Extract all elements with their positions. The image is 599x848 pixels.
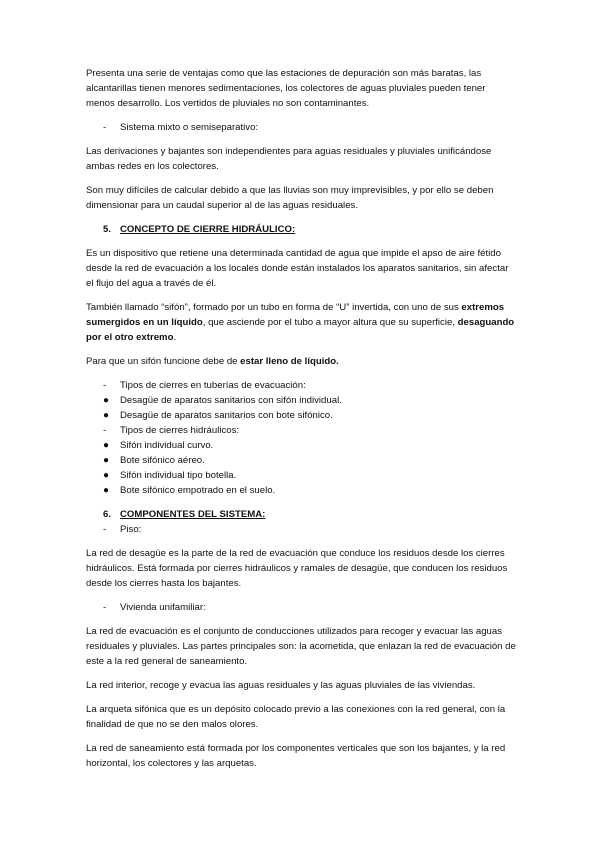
list-item-text: Bote sifónico empotrado en el suelo. [120, 485, 276, 496]
bold-text-run: desaguando por el otro extremo [86, 317, 515, 343]
section-title: COMPONENTES DEL SISTEMA: [120, 509, 266, 520]
dash-item-text: Piso: [120, 524, 142, 535]
bullet-icon: ● [103, 440, 110, 451]
list-marker: - [103, 425, 107, 436]
list-item-text: Sifón individual curvo. [120, 440, 214, 451]
cierre-types-list [86, 378, 516, 498]
list-item [86, 393, 516, 408]
text-run: Para que un sifón funcione debe de [86, 356, 241, 367]
paragraph-with-emphasis [86, 300, 516, 345]
section-heading-5 [86, 222, 516, 237]
list-item-text: Bote sifónico aéreo. [120, 455, 205, 466]
list-item [86, 468, 516, 483]
dash-item-text: Sistema mixto o semiseparativo: [120, 122, 259, 133]
section-title: CONCEPTO DE CIERRE HIDRÁULICO: [120, 224, 296, 235]
text-run: También llamado “sifón”, formado por un tubo en forma de “U” invertida, con uno de sus [86, 302, 462, 313]
bullet-icon: ● [103, 470, 110, 481]
text-run: , que asciende por el tubo a mayor altura que su superficie, [202, 317, 458, 328]
bullet-icon: ● [103, 410, 110, 421]
paragraph: Presenta una serie de ventajas como que las estaciones de depuración son más baratas, las alcantarillas tienen menores sedimentaciones, los colectores de aguas pluviales pueden tener menos desarrollo. Los vertidos de pluviales no son contaminantes. [86, 68, 486, 109]
dash-marker: - [103, 602, 107, 613]
paragraph: Las derivaciones y bajantes son independientes para aguas residuales y pluviales unificándose ambas redes en los colectores. [86, 146, 492, 172]
list-item [86, 483, 516, 498]
bullet-icon: ● [103, 455, 110, 466]
list-item [86, 453, 516, 468]
list-item-text: Sifón individual tipo botella. [120, 470, 237, 481]
bullet-icon: ● [103, 395, 110, 406]
paragraph: La red de evacuación es el conjunto de conducciones utilizados para recoger y evacuar las aguas residuales y pluviales. Las partes principales son: la acometida, que enlazan la red de evacuación de este a la red general de saneamiento. [86, 626, 516, 667]
dash-marker: - [103, 524, 107, 535]
paragraph: La red de desagüe es la parte de la red de evacuación que conduce los residuos desde los cierres hidráulicos. Está formada por cierres hidráulicos y ramales de desagüe, que conducen los residuos desde los cierres hasta los bajantes. [86, 548, 508, 589]
list-item [86, 408, 516, 423]
list-item-text: Desagüe de aparatos sanitarios con sifón individual. [120, 395, 342, 406]
list-item [86, 423, 516, 438]
dash-item-piso [86, 522, 516, 537]
list-item-text: Tipos de cierres hidráulicos: [120, 425, 240, 436]
list-item [86, 438, 516, 453]
bullet-icon: ● [103, 485, 110, 496]
dash-item-vivienda [86, 600, 516, 615]
dash-item-text: Vivienda unifamiliar: [120, 602, 206, 613]
section-number: 5. [103, 224, 112, 235]
paragraph: La arqueta sifónica que es un depósito colocado previo a las conexiones con la red general, con la finalidad de que no se den malos olores. [86, 704, 506, 730]
bold-text-run: extremos sumergidos en un líquido [86, 302, 505, 328]
paragraph-with-emphasis [86, 354, 516, 369]
list-item-text: Tipos de cierres en tuberías de evacuación: [120, 380, 306, 391]
paragraph: Son muy difíciles de calcular debido a que las lluvias son muy imprevisibles, y por ello se deben dimensionar para un caudal superior al de las aguas residuales. [86, 185, 494, 211]
list-item [86, 378, 516, 393]
dash-item-sistema-mixto [86, 120, 516, 135]
text-run: . [173, 332, 177, 343]
dash-marker: - [103, 122, 107, 133]
list-item-text: Desagüe de aparatos sanitarios con bote sifónico. [120, 410, 333, 421]
paragraph: La red de saneamiento está formada por los componentes verticales que son los bajantes, y la red horizontal, los colectores y las arquetas. [86, 743, 506, 769]
section-heading-6 [86, 507, 516, 522]
section-number: 6. [103, 509, 112, 520]
document-body [86, 66, 516, 780]
paragraph: Es un dispositivo que retiene una determinada cantidad de agua que impide el apso de aire fétido desde la red de evacuación a los locales donde están instalados los aparatos sanitarios, sin afectar el flujo del agua a través de él. [86, 248, 509, 289]
paragraph: La red interior, recoge y evacua las aguas residuales y las aguas pluviales de las viviendas. [86, 680, 476, 691]
list-marker: - [103, 380, 107, 391]
bold-text-run: estar lleno de líquido. [240, 356, 339, 367]
